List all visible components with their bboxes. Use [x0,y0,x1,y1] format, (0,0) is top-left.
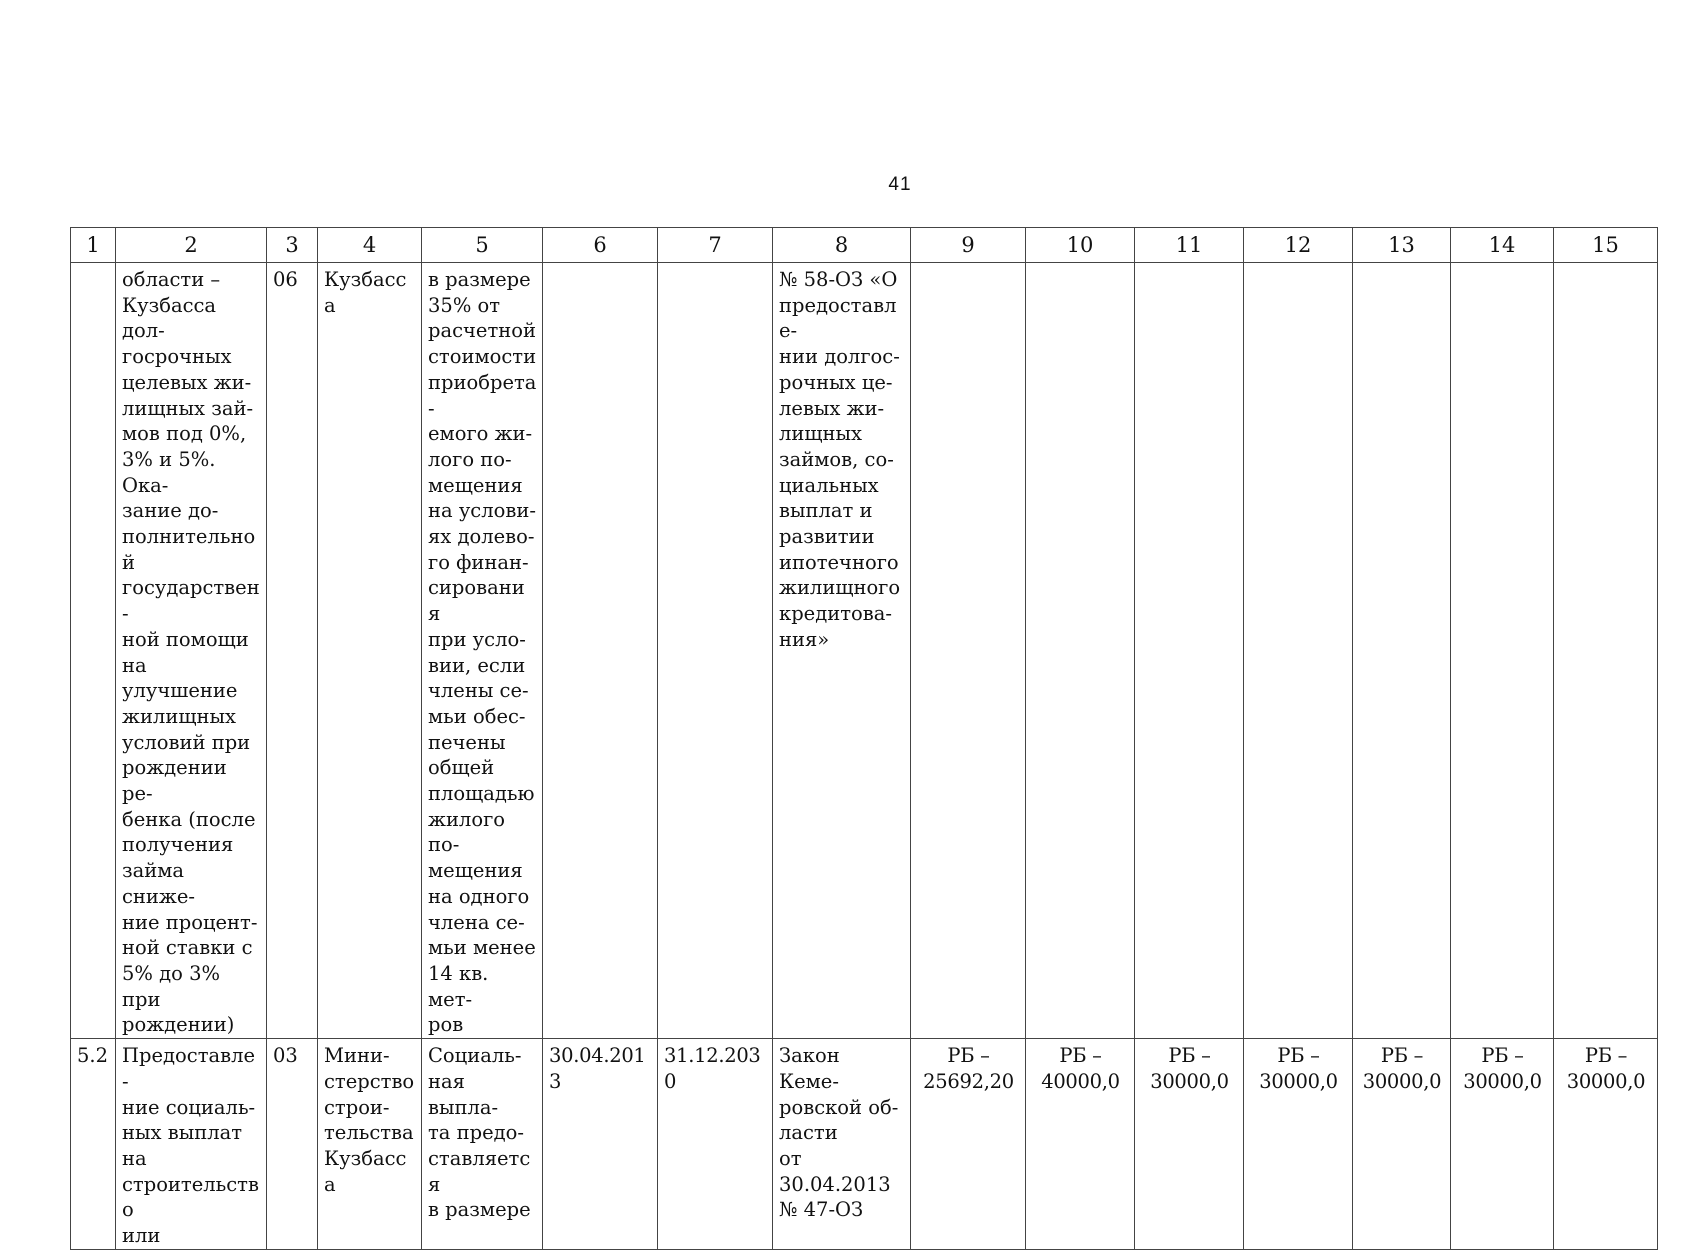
column-header: 10 [1026,228,1135,263]
cell-funding: РБ – 40000,0 [1026,1039,1135,1250]
column-header: 3 [267,228,318,263]
column-header: 15 [1554,228,1658,263]
cell-conditions: Социаль- ная выпла- та предо- ставляется в размере [422,1039,543,1250]
cell-legal-basis: № 58-ОЗ «О предоставле- нии долгос- рочных це- левых жи- лищных займов, со- циальных выплат и развитии ипотечного жилищного кредитова- ния» [773,263,911,1039]
cell-funding: РБ – 30000,0 [1451,1039,1554,1250]
cell-funding: РБ – 30000,0 [1353,1039,1451,1250]
cell-funding [1353,263,1451,1039]
column-header: 8 [773,228,911,263]
cell-executor: Мини- стерство строи- тельства Кузбасса [318,1039,422,1250]
column-header: 11 [1135,228,1244,263]
cell-funding [1451,263,1554,1039]
page-number: 41 [888,174,912,195]
column-header: 5 [422,228,543,263]
column-header: 7 [658,228,773,263]
cell-end-date: 31.12.2030 [658,1039,773,1250]
cell-funding [1135,263,1244,1039]
cell-funding [1026,263,1135,1039]
cell-item-number [71,263,116,1039]
cell-start-date [543,263,658,1039]
column-header: 6 [543,228,658,263]
column-header: 2 [116,228,267,263]
cell-legal-basis: Закон Кеме- ровской об- ласти от 30.04.2013 № 47-ОЗ [773,1039,911,1250]
cell-item-number: 5.2 [71,1039,116,1250]
table-row [71,263,1658,1039]
cell-measure-name: Предоставле- ние социаль- ных выплат на строительство или [116,1039,267,1250]
table-header-row [71,228,1658,263]
cell-code: 06 [267,263,318,1039]
cell-end-date [658,263,773,1039]
column-header: 12 [1244,228,1353,263]
cell-funding: РБ – 25692,20 [911,1039,1026,1250]
cell-funding: РБ – 30000,0 [1244,1039,1353,1250]
cell-funding: РБ – 30000,0 [1135,1039,1244,1250]
column-header: 1 [71,228,116,263]
cell-conditions: в размере 35% от расчетной стоимости приобрета- емого жи- лого по- мещения на услови- ях долево- го финан- сирования при усло- вии, если члены се- мьи обес- печены общей площадью жилого по- мещения на одного члена се- мьи менее 14 кв. мет- ров [422,263,543,1039]
cell-funding: РБ – 30000,0 [1554,1039,1658,1250]
column-header: 4 [318,228,422,263]
cell-funding [911,263,1026,1039]
cell-start-date: 30.04.2013 [543,1039,658,1250]
column-header: 13 [1353,228,1451,263]
cell-funding [1244,263,1353,1039]
column-header: 9 [911,228,1026,263]
column-header: 14 [1451,228,1554,263]
cell-measure-name: области – Кузбасса дол- госрочных целевых жи- лищных зай- мов под 0%, 3% и 5%. Ока- зание до- полнительной государствен- ной помощи на улучшение жилищных условий при рождении ре- бенка (после получения займа сниже- ние процент- ной ставки с 5% до 3% при рождении) [116,263,267,1039]
cell-executor: Кузбасса [318,263,422,1039]
program-table [70,227,1658,1250]
cell-code: 03 [267,1039,318,1250]
table-row [71,1039,1658,1250]
cell-funding [1554,263,1658,1039]
